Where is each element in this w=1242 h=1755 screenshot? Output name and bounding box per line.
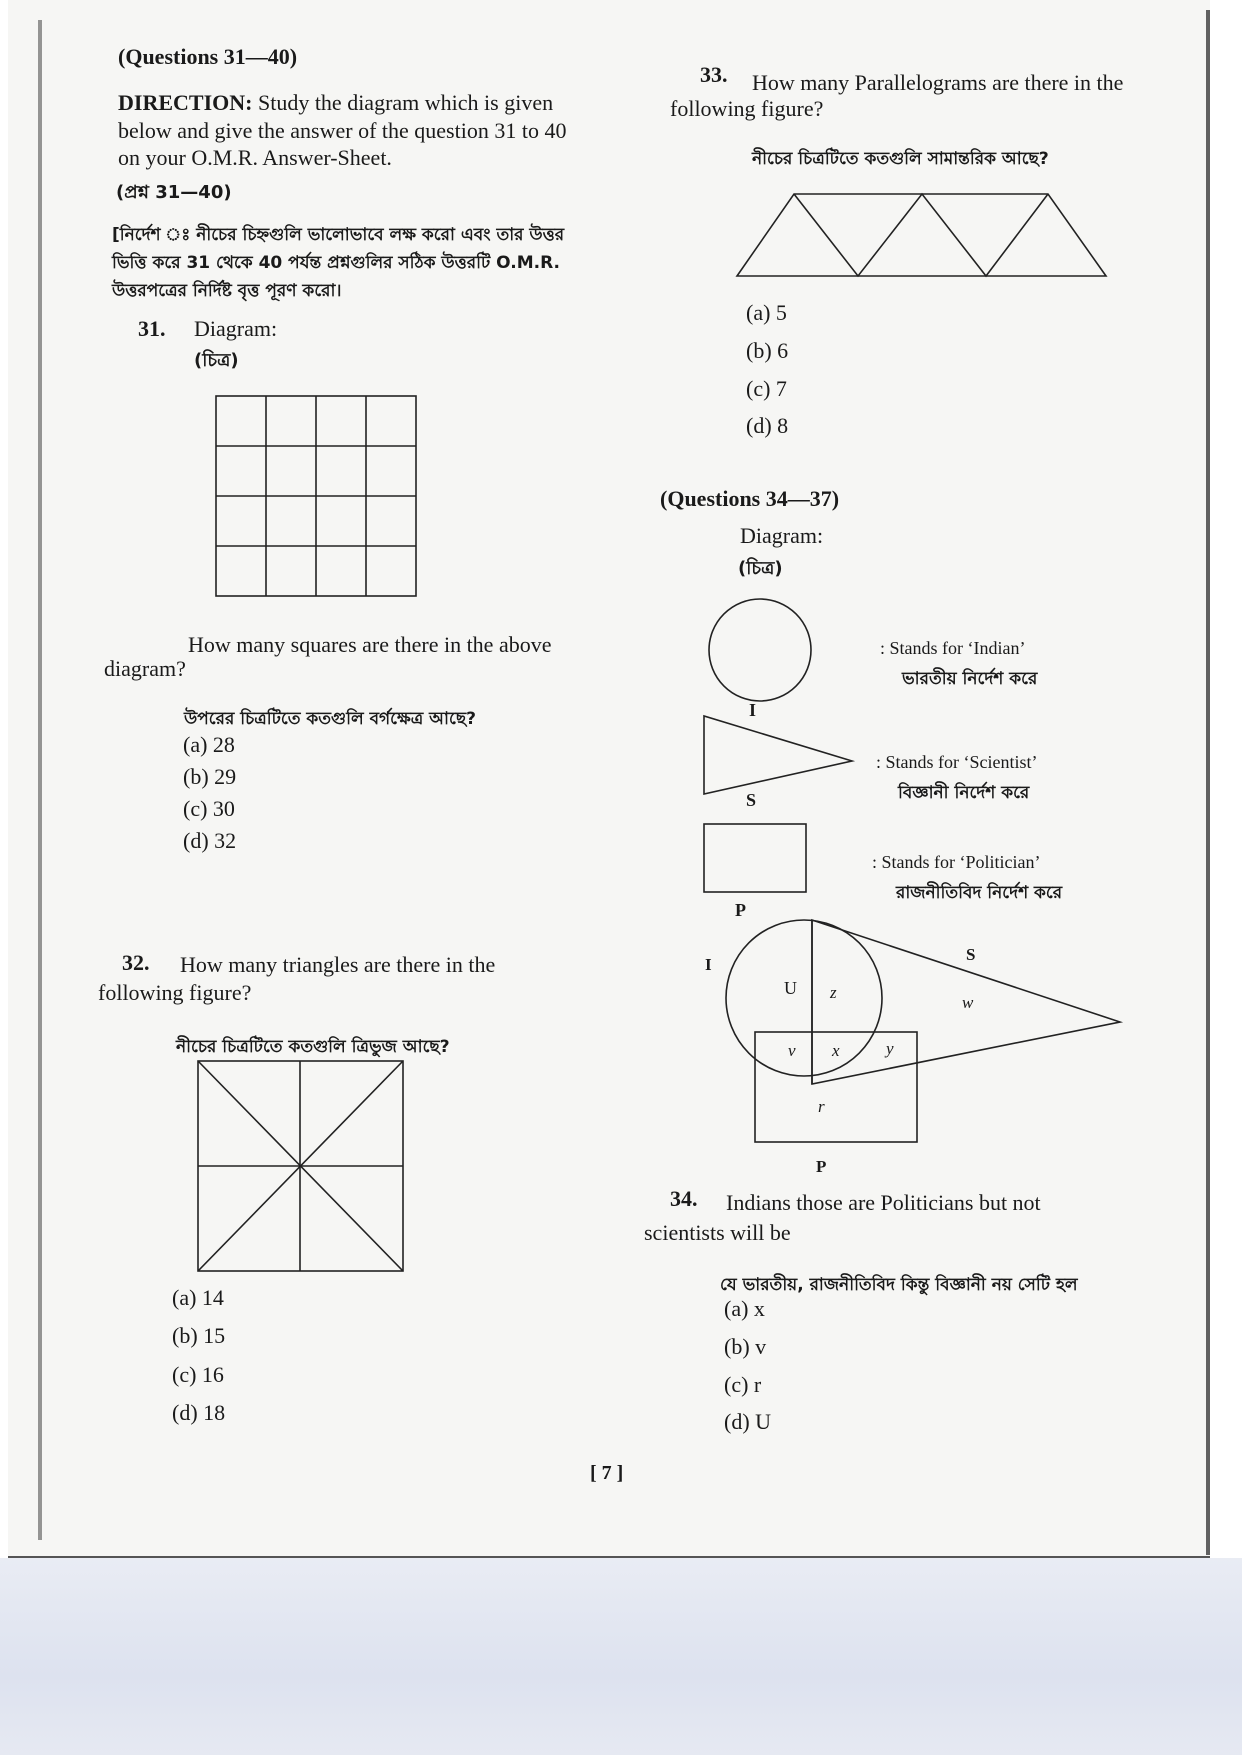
venn-region-x: x xyxy=(832,1041,840,1060)
page-right-edge xyxy=(1206,10,1210,1555)
page-number: [ 7 ] xyxy=(590,1462,624,1484)
q34-number: 34. xyxy=(670,1186,698,1211)
legend-text-politician: : Stands for ‘Politician’ xyxy=(872,852,1041,872)
q33-question-bengali: নীচের চিত্রটিতে কতগুলি সামান্তরিক আছে? xyxy=(752,149,1049,169)
q32-question-bengali: নীচের চিত্রটিতে কতগুলি ত্রিভুজ আছে? xyxy=(176,1037,450,1057)
venn-region-z: z xyxy=(830,983,837,1002)
venn-label-S: S xyxy=(966,945,976,964)
venn-label-P: P xyxy=(816,1157,827,1176)
q31-diagram-label-bengali: (চিত্র) xyxy=(194,350,239,371)
q32-question-line-2: following figure? xyxy=(98,980,252,1005)
page-left-edge xyxy=(38,20,42,1540)
q32-option-a[interactable]: (a) 14 xyxy=(172,1285,224,1310)
direction-label: DIRECTION: xyxy=(118,90,253,115)
section-heading-bengali: (প্রশ্ন 31—40) xyxy=(116,182,232,203)
q31-question-line-1: How many squares are there in the above xyxy=(188,632,552,657)
q34-option-a-text: (a) x xyxy=(724,1296,765,1321)
diagram-label: Diagram: xyxy=(740,523,824,548)
q33-question-line-1: How many Parallelograms are there in the xyxy=(752,70,1124,95)
q32-number: 32. xyxy=(122,950,150,975)
legend-letter-P: P xyxy=(735,900,746,920)
q33-parallelogram-figure xyxy=(736,192,1111,282)
direction-line-1 xyxy=(118,90,553,116)
background-below-page xyxy=(0,1558,1242,1755)
q31-diagram-label: Diagram: xyxy=(194,316,278,341)
venn-circle-indian xyxy=(726,920,882,1076)
legend-letter-S: S xyxy=(746,790,757,810)
q31-option-b[interactable]: (b) 29 xyxy=(183,764,237,789)
q31-question-bengali: উপরের চিত্রটিতে কতগুলি বর্গক্ষেত্র আছে? xyxy=(184,709,477,729)
legend-circle-indian xyxy=(709,599,811,701)
venn-region-U: U xyxy=(784,978,797,998)
direction-line-2: below and give the answer of the question 31 to 40 xyxy=(118,118,567,143)
venn-region-y: y xyxy=(886,1039,894,1058)
combined-venn-diagram xyxy=(700,920,1120,1180)
legend-text-indian: : Stands for ‘Indian’ xyxy=(880,638,1026,658)
trapezium-outline xyxy=(737,194,1106,276)
venn-region-v: v xyxy=(788,1041,796,1060)
venn-region-w: w xyxy=(962,993,974,1012)
q34-option-b[interactable]: (b) v xyxy=(724,1334,767,1359)
q31-option-a[interactable]: (a) 28 xyxy=(183,732,235,757)
legend-text-scientist: : Stands for ‘Scientist’ xyxy=(876,752,1038,772)
q34-option-d[interactable]: (d) U xyxy=(724,1409,772,1434)
q31-option-d[interactable]: (d) 32 xyxy=(183,828,237,853)
diagram-label-bengali: (চিত্র) xyxy=(738,558,783,579)
q33-option-c[interactable]: (c) 7 xyxy=(746,376,787,401)
direction-bengali-line-2: ভিত্তি করে 31 থেকে 40 পর্যন্ত প্রশ্নগুলির সঠিক উত্তরটি O.M.R. xyxy=(112,253,560,273)
direction-line-3: on your O.M.R. Answer-Sheet. xyxy=(118,145,392,170)
q32-option-b[interactable]: (b) 15 xyxy=(172,1323,226,1348)
q32-triangles-figure xyxy=(197,1060,407,1274)
legend-text-scientist-bengali: বিজ্ঞানী নির্দেশ করে xyxy=(898,783,1030,803)
legend-letter-I: I xyxy=(749,700,757,720)
q33-number: 33. xyxy=(700,62,728,87)
q34-option-a[interactable] xyxy=(724,1296,765,1322)
venn-region-r: r xyxy=(818,1097,825,1116)
legend-shapes xyxy=(700,598,820,928)
zigzag-lines xyxy=(794,194,1048,276)
q34-question-line-2: scientists will be xyxy=(644,1220,791,1245)
q33-option-b[interactable]: (b) 6 xyxy=(746,338,789,363)
q32-option-d[interactable]: (d) 18 xyxy=(172,1400,226,1425)
direction-bengali-line-3: উত্তরপত্রের নির্দিষ্ট বৃত্ত পূরণ করো। xyxy=(112,281,342,301)
legend-rectangle-politician xyxy=(704,824,806,892)
q34-question-line-1: Indians those are Politicians but not xyxy=(726,1190,1041,1215)
direction-bengali-line-1: [নির্দেশ ঃ নীচের চিহ্নগুলি ভালোভাবে লক্ষ করো এবং তার উত্তর xyxy=(112,225,565,245)
venn-label-I: I xyxy=(705,955,712,974)
q34-question-bengali: যে ভারতীয়, রাজনীতিবিদ কিন্তু বিজ্ঞানী নয় সেটি হল xyxy=(720,1275,1078,1295)
legend-text-indian-bengali: ভারতীয় নির্দেশ করে xyxy=(902,669,1038,689)
q32-option-c[interactable]: (c) 16 xyxy=(172,1362,224,1387)
section-heading-34-37: (Questions 34—37) xyxy=(660,486,840,511)
q33-question-line-2: following figure? xyxy=(670,96,824,121)
direction-text-1: Study the diagram which is given xyxy=(257,90,554,115)
q31-number: 31. xyxy=(138,316,166,341)
section-heading: (Questions 31—40) xyxy=(118,44,298,69)
q33-option-d[interactable]: (d) 8 xyxy=(746,413,789,438)
q31-grid-figure xyxy=(215,395,420,600)
q32-question-line-1: How many triangles are there in the xyxy=(180,952,496,977)
legend-text-politician-bengali: রাজনীতিবিদ নির্দেশ করে xyxy=(896,883,1063,903)
q31-question-line-2: diagram? xyxy=(104,656,186,681)
q34-option-c[interactable]: (c) r xyxy=(724,1372,762,1397)
q33-option-a[interactable]: (a) 5 xyxy=(746,300,787,325)
q31-option-c[interactable]: (c) 30 xyxy=(183,796,235,821)
